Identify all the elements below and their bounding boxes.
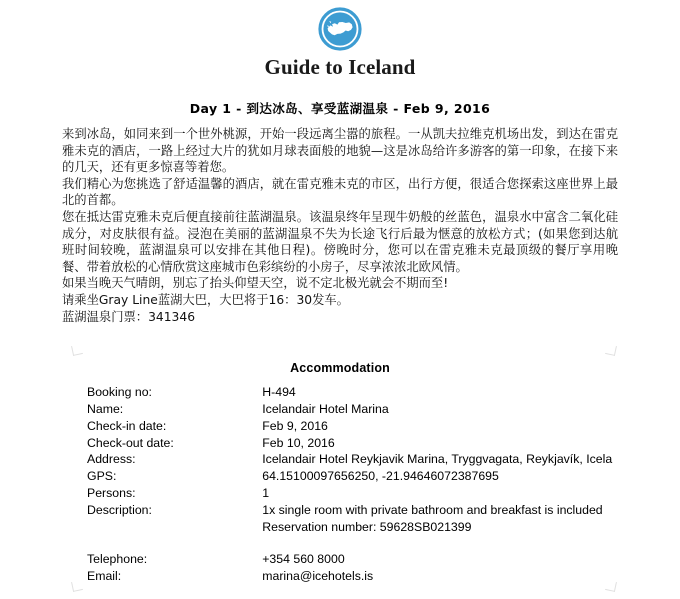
document-header: [0, 0, 680, 80]
paragraph-intro: 来到冰岛，如同来到一个世外桃源，开始一段远离尘嚣的旅程。一从凯夫拉维克机场出发，到达在雷克雅未克的酒店，一路上经过大片的犹如月球表面般的地貌—这是冰岛给许多游客的第一印象，在接下来的几天，还有更多惊喜等着您。: [62, 127, 618, 175]
crop-mark-left-icon: [71, 344, 83, 356]
table-row: [87, 401, 680, 418]
row-value-line-1: 1x single room with private bathroom and breakfast is included: [262, 502, 603, 517]
row-label: Email:: [87, 569, 122, 584]
page-title: Guide to Iceland: [264, 55, 416, 79]
spacer-cell: [262, 535, 680, 551]
row-label: Booking no:: [87, 385, 152, 400]
row-label: Check-in date:: [87, 418, 167, 433]
paragraph-northern-lights: 如果当晚天气晴朗，别忘了抬头仰望天空，说不定北极光就会不期而至!: [62, 276, 449, 291]
accommodation-section: [0, 361, 680, 585]
row-value: Icelandair Hotel Marina: [262, 401, 389, 416]
row-label: Address:: [87, 452, 136, 467]
table-row: [87, 418, 680, 435]
row-value: +354 560 8000: [262, 552, 345, 567]
crop-mark-right-icon: [605, 580, 617, 592]
paragraph-blue-lagoon: 您在抵达雷克雅未克后便直接前往蓝湖温泉。该温泉终年呈现牛奶般的丝蓝色，温泉水中富含二氧化硅成分，对皮肤很有益。浸泡在美丽的蓝湖温泉不失为长途飞行后最为惬意的放松方式；(如果您到达航班时间较晚，蓝湖温泉可以安排在其他日程)。傍晚时分，您可以在雷克雅未克最顶级的餐厅享用晚餐、带着放松的心情欣赏这座城市色彩缤纷的小房子，尽享浓浓北欧风情。: [62, 209, 618, 274]
row-value: 1: [262, 485, 270, 500]
row-label: GPS:: [87, 469, 117, 484]
table-row-spacer: [87, 535, 680, 551]
table-row: [87, 551, 680, 568]
row-label: Description:: [87, 502, 152, 517]
row-value: Feb 9, 2016: [262, 418, 328, 433]
row-value: 64.15100097656250, -21.94646072387695: [262, 469, 499, 484]
paragraph-hotel: 我们精心为您挑选了舒适温馨的酒店，就在雷克雅未克的市区，出行方便，很适合您探索这座世界上最北的首都。: [62, 176, 618, 208]
section-divider-marks: [0, 339, 680, 361]
day-heading: [0, 99, 680, 117]
row-value: H-494: [262, 385, 296, 400]
iceland-map-circle-logo-icon: [318, 7, 362, 51]
table-row: [87, 485, 680, 502]
table-row: [87, 502, 680, 536]
paragraph-bus: 请乘坐Gray Line蓝湖大巴，大巴将于16：30发车。: [62, 292, 349, 307]
row-value: marina@icehotels.is: [262, 569, 374, 584]
paragraph-ticket: 蓝湖温泉门票：341346: [62, 309, 196, 324]
row-value: Icelandair Hotel Reykjavik Marina, Tryggvagata, Reykjavík, Icela: [262, 452, 613, 467]
accommodation-title: Accommodation: [290, 361, 390, 376]
row-value: [262, 502, 680, 536]
accommodation-table: [87, 384, 680, 585]
table-row: [87, 451, 680, 468]
itinerary-body: [62, 126, 618, 325]
table-row: [87, 435, 680, 452]
row-label: Telephone:: [87, 552, 148, 567]
footer-divider-marks: [0, 575, 680, 589]
row-label: Check-out date:: [87, 435, 174, 450]
table-row: [87, 468, 680, 485]
crop-mark-left-icon: [71, 580, 83, 592]
row-value-line-2: Reservation number: 59628SB021399: [262, 519, 472, 534]
crop-mark-right-icon: [605, 344, 617, 356]
spacer-cell: [87, 535, 262, 551]
day-heading-text: Day 1 - 到达冰岛、享受蓝湖温泉 - Feb 9, 2016: [189, 101, 491, 116]
table-row: [87, 384, 680, 401]
row-label: Name:: [87, 401, 124, 416]
row-value: Feb 10, 2016: [262, 435, 335, 450]
row-label: Persons:: [87, 485, 136, 500]
